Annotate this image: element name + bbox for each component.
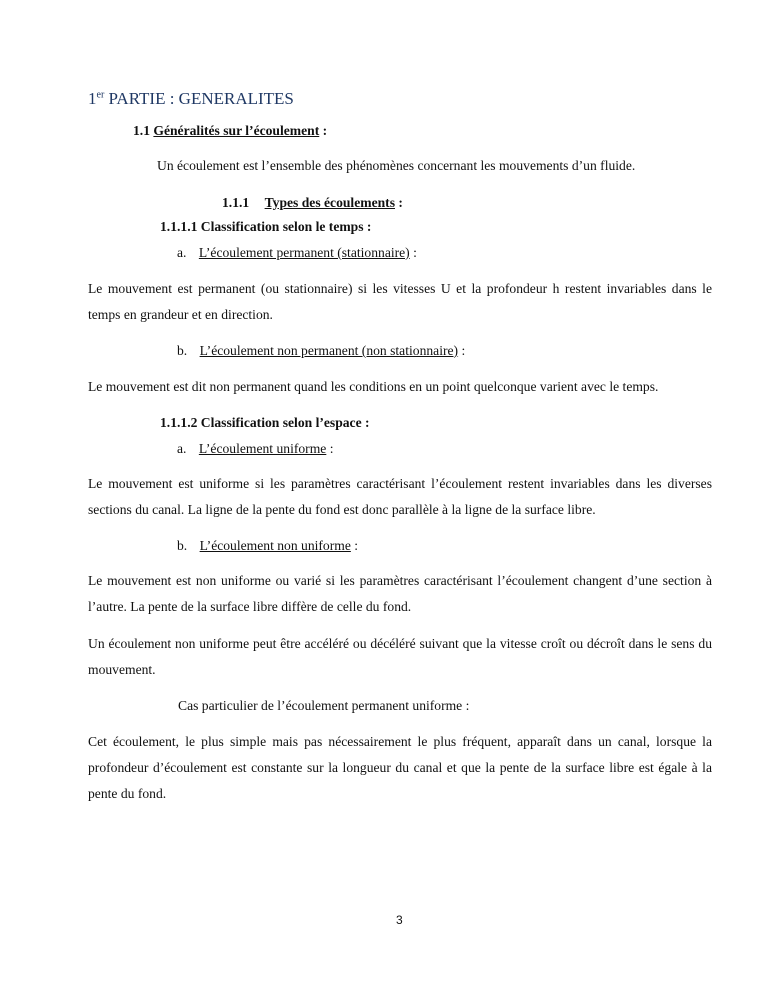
paragraph: Cet écoulement, le plus simple mais pas nécessairement le plus fréquent, apparaît dans un canal, lorsque la profondeur d’écoulement est constante sur la longueur du canal et que la pente de la surface libre est égale à la pente du fond.: [88, 734, 712, 801]
part-heading: [88, 89, 294, 109]
list-item-b: [177, 343, 465, 359]
list-marker: a.: [177, 441, 187, 456]
part-title: PARTIE : GENERALITES: [104, 89, 294, 108]
list-item-suffix: :: [326, 441, 334, 456]
paragraph: Un écoulement non uniforme peut être accéléré ou décéléré suivant que la vitesse croît ou décroît dans le sens du mouvement.: [88, 636, 712, 677]
section-title: Types des écoulements: [264, 195, 395, 210]
paragraph: Le mouvement est permanent (ou stationnaire) si les vitesses U et la profondeur h restent invariables dans le temps en grandeur et en direction.: [88, 281, 712, 322]
list-marker: a.: [177, 245, 187, 260]
section-colon: :: [394, 195, 403, 210]
list-item-a: [177, 441, 334, 457]
list-item-suffix: :: [350, 538, 359, 553]
page-number: 3: [396, 913, 403, 927]
list-item-suffix: :: [409, 245, 417, 260]
paragraph: Le mouvement est non uniforme ou varié si les paramètres caractérisant l’écoulement changent d’une section à l’autre. La pente de la surface libre diffère de celle du fond.: [88, 573, 712, 614]
part-number: 1: [88, 89, 97, 108]
list-item-suffix: :: [458, 343, 466, 358]
section-1-1-1-heading: [222, 195, 403, 211]
special-case-heading: Cas particulier de l’écoulement permanent uniforme :: [178, 698, 470, 713]
list-item-label: L’écoulement non permanent (non stationnaire): [199, 343, 459, 358]
list-marker: b.: [177, 538, 188, 553]
paragraph: Le mouvement est dit non permanent quand les conditions en un point quelconque varient avec le temps.: [88, 379, 659, 394]
section-1-1-intro: Un écoulement est l’ensemble des phénomènes concernant les mouvements d’un fluide.: [157, 158, 636, 173]
list-item-label: L’écoulement permanent (stationnaire): [198, 245, 410, 260]
list-item-label: L’écoulement non uniforme: [199, 538, 351, 553]
section-1-1-heading: [133, 123, 327, 139]
section-title: Généralités sur l’écoulement: [153, 123, 320, 138]
list-item-b: [177, 538, 358, 554]
paragraph: Le mouvement est uniforme si les paramètres caractérisant l’écoulement restent invariables dans les diverses sections du canal. La ligne de la pente du fond est donc parallèle à la ligne de la surface libre.: [88, 476, 712, 517]
list-item-label: L’écoulement uniforme: [198, 441, 327, 456]
part-number-suffix: er: [96, 89, 105, 101]
list-item-a: [177, 245, 417, 261]
list-marker: b.: [177, 343, 188, 358]
section-colon: :: [319, 123, 328, 138]
section-1-1-1-1-heading: 1.1.1.1 Classification selon le temps :: [160, 219, 372, 234]
section-number: 1.1: [133, 123, 154, 138]
section-1-1-1-2-heading: 1.1.1.2 Classification selon l’espace :: [160, 415, 370, 430]
section-number: 1.1.1: [222, 195, 250, 210]
